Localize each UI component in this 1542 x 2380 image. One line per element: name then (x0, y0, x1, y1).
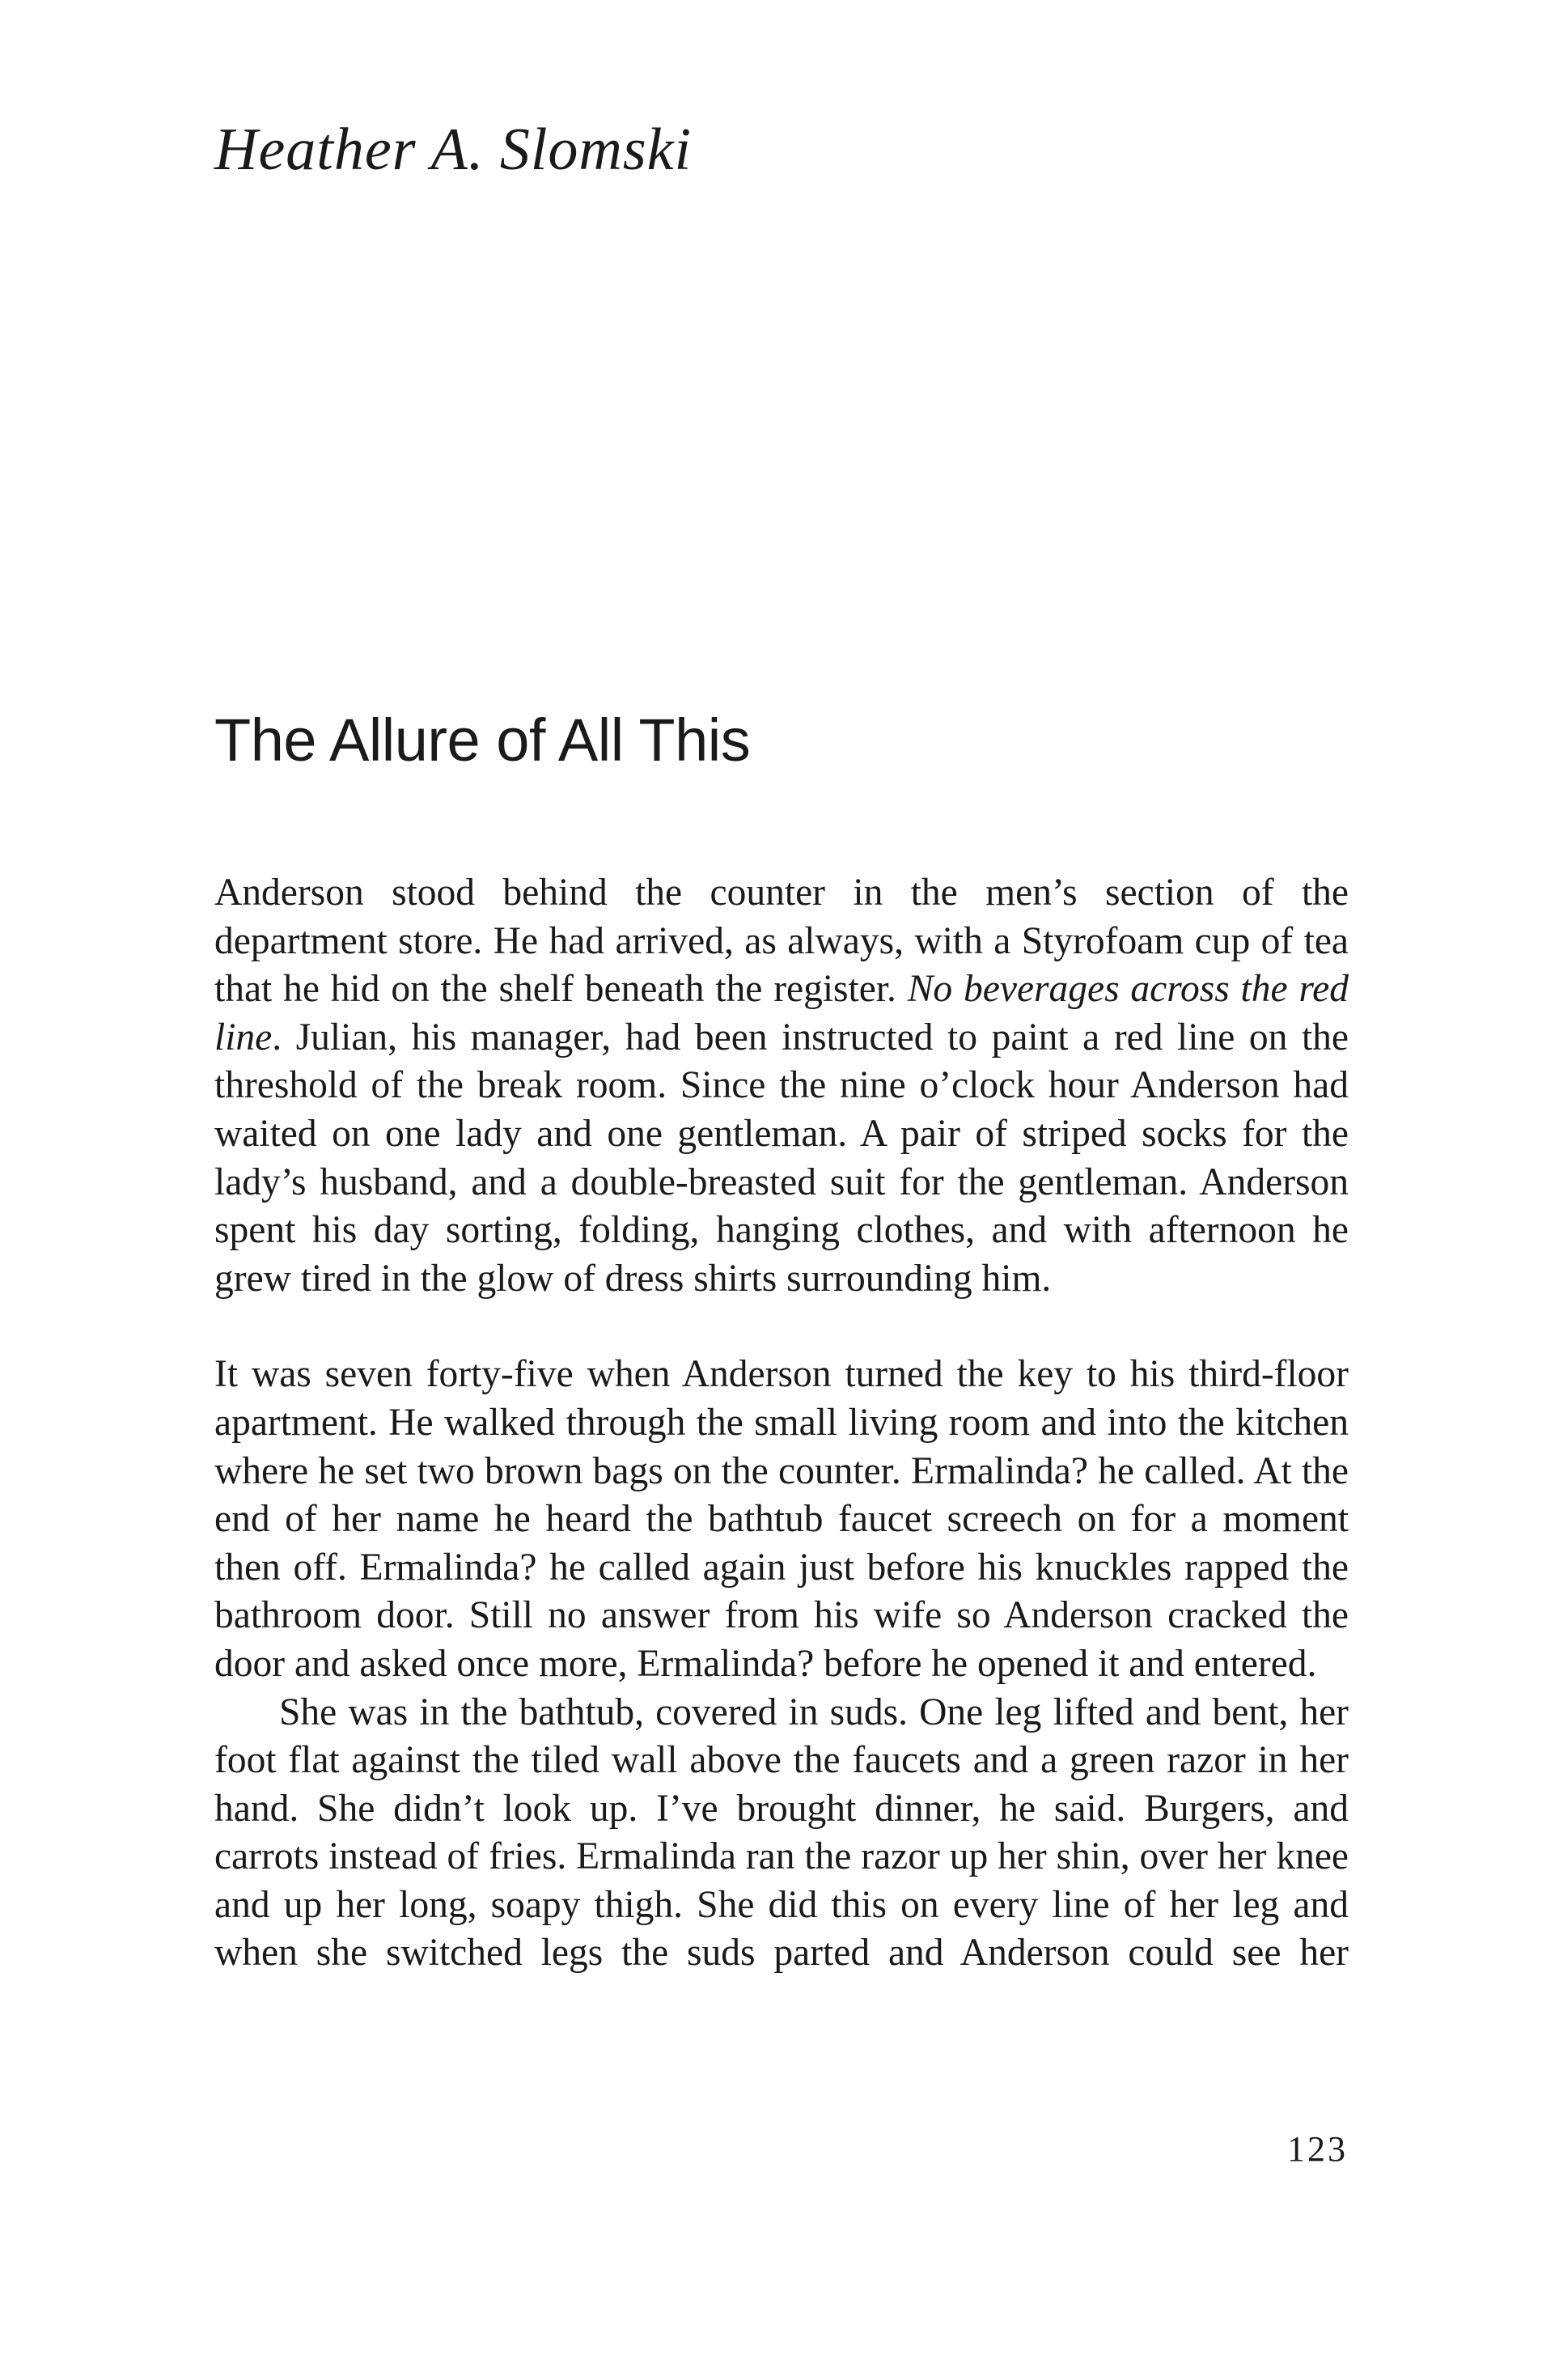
paragraph-2: It was seven forty-five when Anderson turned the key to his third-floor apartment. He walked through the small living room and into the kitchen where he set two brown bags on the counter. Ermalinda? he called. At the end of her name he heard the bathtub faucet screech on for a moment then off. Ermalinda? he called again just before his knuckles rapped the bathroom door. Still no answer from his wife so Anderson cracked the door and asked once more, Ermalinda? before he opened it and entered. (214, 1353, 1349, 1685)
paragraph-1-text-after: . Julian, his manager, had been instructed to paint a red line on the threshold of the break room. Since the nine o’clock hour Anderson had waited on one lady and one gentleman. A pair of striped socks for the lady’s husband, and a double-breasted suit for the gentleman. Anderson spent his day sorting, folding, hanging clothes, and with afternoon he grew tired in the glow of dress shirts surrounding him. (214, 1016, 1349, 1300)
paragraph-3: She was in the bathtub, covered in suds. One leg lifted and bent, her foot flat against the tiled wall above the faucets and a green razor in her hand. She didn’t look up. I’ve brought dinner, he said. Burgers, and carrots instead of fries. Ermalinda ran the razor up her shin, over her knee and up her long, soapy thigh. She did this on every line of her leg and when she switched legs the suds parted and Anderson could see her (214, 1691, 1349, 1975)
paragraph-1 (214, 869, 1349, 1303)
paragraph-1-italic-text: No beverages across the red line (214, 968, 1349, 1058)
story-title: The Allure of All This (214, 706, 751, 774)
paragraph-1-text-before: Anderson stood behind the counter in the men’s section of the department store. He had arrived, as always, with a Styrofoam cup of tea that he hid on the shelf beneath the register. (214, 872, 1349, 1011)
page-number: 123 (1287, 2129, 1348, 2169)
story-body (214, 869, 1349, 1978)
author-name: Heather A. Slomski (214, 117, 693, 183)
